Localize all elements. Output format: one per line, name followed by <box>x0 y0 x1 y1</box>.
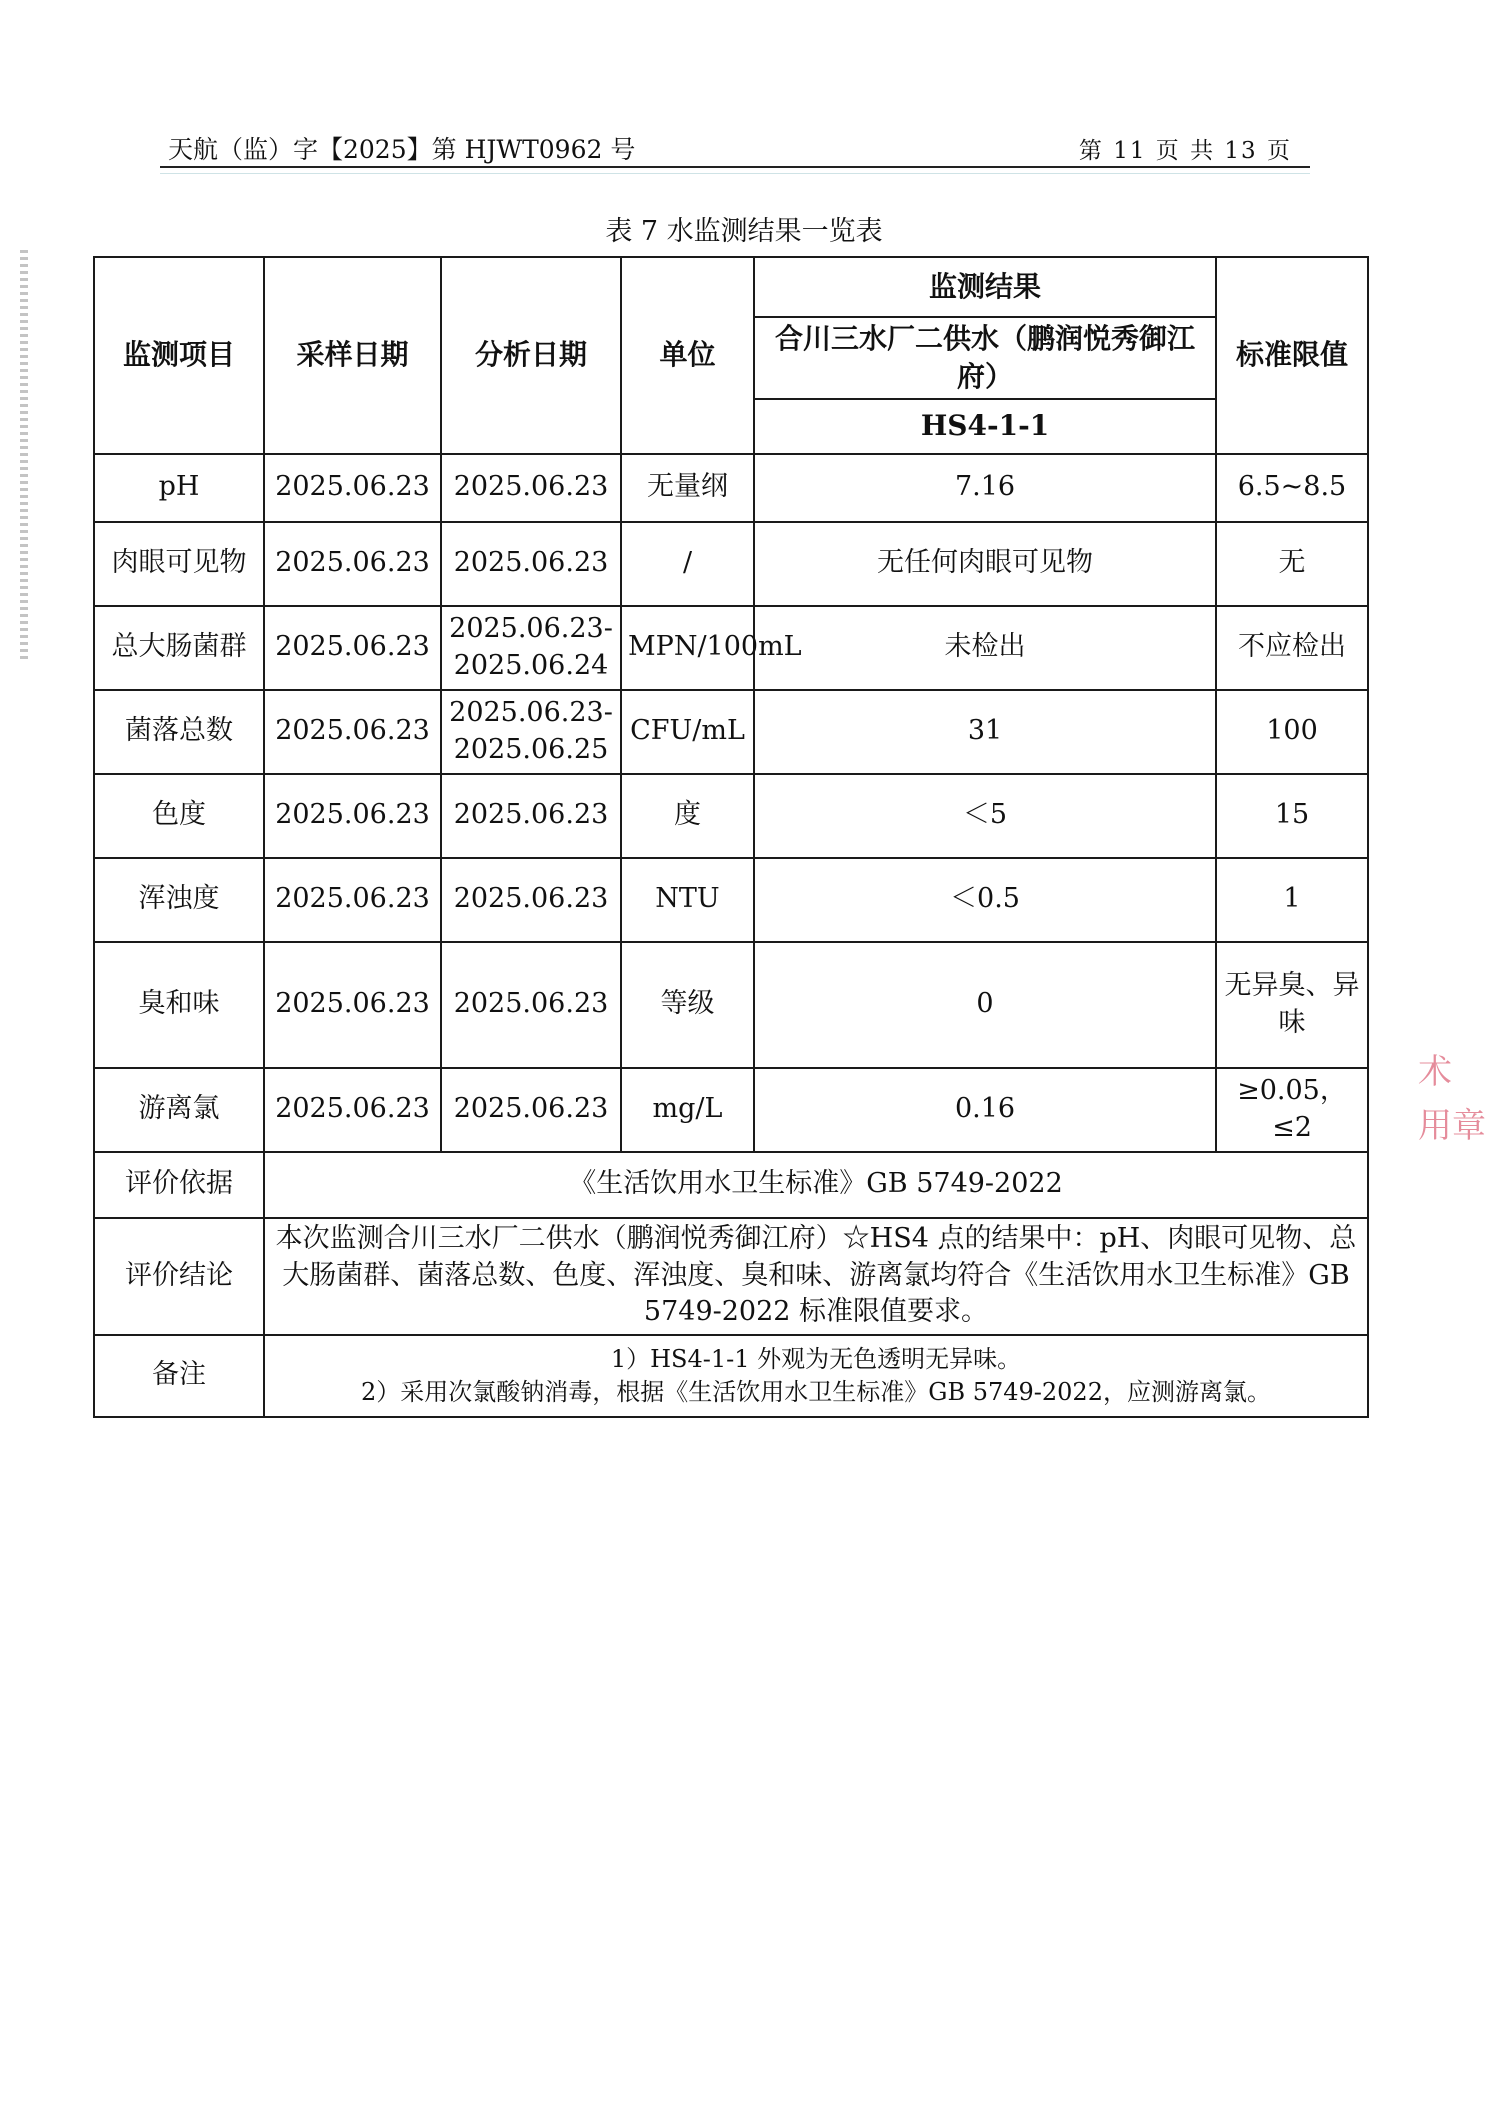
cell-item: 游离氯 <box>94 1068 264 1152</box>
table-row <box>94 858 1368 942</box>
basis-label: 评价依据 <box>94 1152 264 1218</box>
table-row <box>94 454 1368 522</box>
water-monitoring-results-table <box>93 256 1369 1418</box>
header-item: 监测项目 <box>94 257 264 454</box>
cell-sample-date: 2025.06.23 <box>264 1068 441 1152</box>
remark-line: 2）采用次氯酸钠消毒，根据《生活饮用水卫生标准》GB 5749-2022，应测游离氯。 <box>361 1377 1271 1406</box>
table-row <box>94 1068 1368 1152</box>
header-divider <box>160 173 1310 174</box>
table-row <box>94 774 1368 858</box>
cell-unit: NTU <box>621 858 754 942</box>
cell-result: ＜5 <box>754 774 1216 858</box>
cell-limit: 无异臭、异味 <box>1216 942 1368 1068</box>
cell-analysis-date: 2025.06.23 <box>441 522 621 606</box>
cell-item: 臭和味 <box>94 942 264 1068</box>
table-row <box>94 606 1368 690</box>
binding-margin-mark <box>20 250 28 660</box>
cell-item: pH <box>94 454 264 522</box>
evaluation-conclusion: 本次监测合川三水厂二供水（鹏润悦秀御江府）☆HS4 点的结果中：pH、肉眼可见物、总大肠菌群、菌落总数、色度、浑浊度、臭和味、游离氯均符合《生活饮用水卫生标准》GB 5749-2022 标准限值要求。 <box>264 1218 1368 1335</box>
official-seal-fragment: 术 用章 <box>1418 1052 1486 1147</box>
evaluation-basis: 《生活饮用水卫生标准》GB 5749-2022 <box>264 1152 1368 1218</box>
cell-sample-date: 2025.06.23 <box>264 606 441 690</box>
cell-limit: ≥0.05，≤2 <box>1216 1068 1368 1152</box>
cell-analysis-date: 2025.06.23-2025.06.24 <box>441 606 621 690</box>
cell-item: 色度 <box>94 774 264 858</box>
cell-sample-date: 2025.06.23 <box>264 690 441 774</box>
document-number: 天航（监）字【2025】第 HJWT0962 号 <box>168 135 636 164</box>
remarks-label: 备注 <box>94 1335 264 1417</box>
cell-item: 浑浊度 <box>94 858 264 942</box>
cell-unit: / <box>621 522 754 606</box>
cell-unit: CFU/mL <box>621 690 754 774</box>
cell-result: 7.16 <box>754 454 1216 522</box>
cell-item: 肉眼可见物 <box>94 522 264 606</box>
cell-result: ＜0.5 <box>754 858 1216 942</box>
cell-unit: MPN/100mL <box>621 606 754 690</box>
cell-analysis-date: 2025.06.23-2025.06.25 <box>441 690 621 774</box>
remark-line: 1）HS4-1-1 外观为无色透明无异味。 <box>610 1345 1022 1374</box>
cell-sample-date: 2025.06.23 <box>264 522 441 606</box>
cell-sample-date: 2025.06.23 <box>264 454 441 522</box>
cell-result: 未检出 <box>754 606 1216 690</box>
cell-sample-date: 2025.06.23 <box>264 774 441 858</box>
cell-result: 31 <box>754 690 1216 774</box>
cell-unit: 无量纲 <box>621 454 754 522</box>
conclusion-label: 评价结论 <box>94 1218 264 1335</box>
cell-item: 总大肠菌群 <box>94 606 264 690</box>
page-header <box>160 126 1310 168</box>
cell-limit: 100 <box>1216 690 1368 774</box>
cell-sample-date: 2025.06.23 <box>264 942 441 1068</box>
cell-result: 0 <box>754 942 1216 1068</box>
cell-limit: 无 <box>1216 522 1368 606</box>
cell-unit: 度 <box>621 774 754 858</box>
header-limit: 标准限值 <box>1216 257 1368 454</box>
header-sample-date: 采样日期 <box>264 257 441 454</box>
cell-analysis-date: 2025.06.23 <box>441 774 621 858</box>
cell-result: 无任何肉眼可见物 <box>754 522 1216 606</box>
cell-unit: 等级 <box>621 942 754 1068</box>
cell-analysis-date: 2025.06.23 <box>441 942 621 1068</box>
cell-sample-date: 2025.06.23 <box>264 858 441 942</box>
table-row <box>94 522 1368 606</box>
cell-limit: 6.5~8.5 <box>1216 454 1368 522</box>
header-site: 合川三水厂二供水（鹏润悦秀御江府） <box>754 317 1216 399</box>
table-caption: 表 7 水监测结果一览表 <box>605 216 883 247</box>
header-unit: 单位 <box>621 257 754 454</box>
cell-limit: 不应检出 <box>1216 606 1368 690</box>
cell-analysis-date: 2025.06.23 <box>441 858 621 942</box>
cell-analysis-date: 2025.06.23 <box>441 1068 621 1152</box>
cell-result: 0.16 <box>754 1068 1216 1152</box>
header-analysis-date: 分析日期 <box>441 257 621 454</box>
header-result-group: 监测结果 <box>754 257 1216 317</box>
cell-item: 菌落总数 <box>94 690 264 774</box>
page-number: 第 11 页 共 13 页 <box>1078 138 1292 164</box>
cell-unit: mg/L <box>621 1068 754 1152</box>
table-row <box>94 690 1368 774</box>
header-sample-id: HS4-1-1 <box>754 399 1216 454</box>
cell-analysis-date: 2025.06.23 <box>441 454 621 522</box>
cell-limit: 1 <box>1216 858 1368 942</box>
table-row <box>94 942 1368 1068</box>
remarks <box>264 1335 1368 1417</box>
cell-limit: 15 <box>1216 774 1368 858</box>
